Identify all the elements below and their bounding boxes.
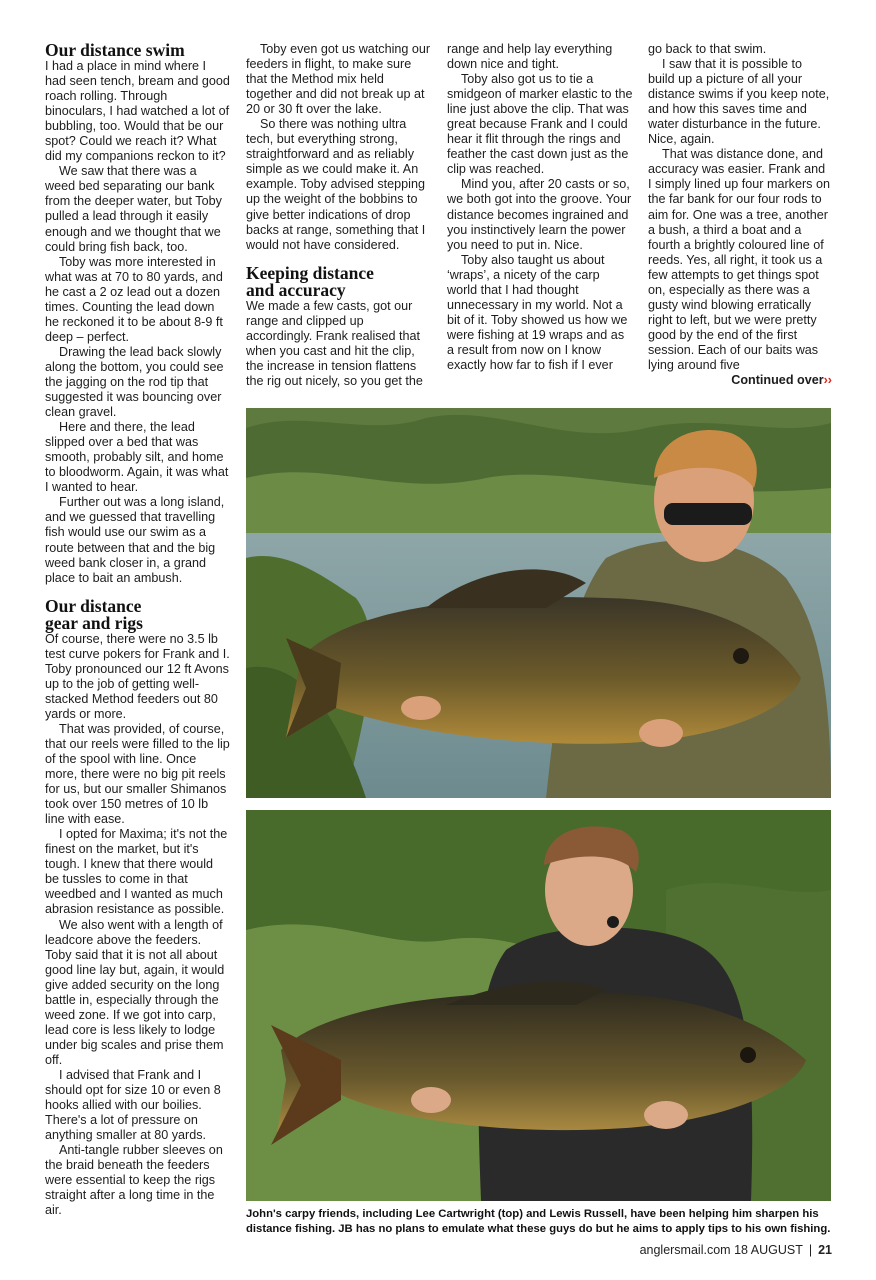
page-number: 21 (818, 1243, 832, 1257)
paragraph: I advised that Frank and I should opt for size 10 or even 8 hooks allied with our boilies. There's a lot of pressure on anything smaller at 80 yards. (45, 1068, 221, 1143)
paragraph: Toby also taught us about ‘wraps’, a nicety of the carp world that I had thought unnecessary in my world. Not a bit of it. Toby showed us how we were fishing at 19 wraps and as a result from now on I know exactly how far to fish if I ever (447, 252, 628, 372)
article-column-4 (648, 42, 832, 388)
paragraph: We also went with a length of leadcore above the feeders. Toby said that it is not all about good line lay but, again, it would give added security on the long battle in, especially through the weed zone. If we got into carp, lead core is less likely to lodge under big scales and prise them off. (45, 917, 225, 1067)
photo-illustration (246, 810, 831, 1201)
paragraph: I saw that it is possible to build up a picture of all your distance swims if you keep note, and how this saves time and water disturbance in the future. Nice, again. (648, 57, 830, 147)
paragraph: Further out was a long island, and we guessed that travelling fish would use our swim as a route between that and the big weed bank closer in, a grand place to bait an ambush. (45, 495, 225, 585)
paragraph: Toby also got us to tie a smidgeon of marker elastic to the line just above the clip. That was great because Frank and I could hear it flit through the rings and feather the cast down just as the clip was reached. (447, 72, 633, 177)
paragraph: We made a few casts, got our range and clipped up accordingly. Frank realised that when you cast and hit the clip, the increase in tension flattens the rig out nicely, so you get the (246, 298, 423, 388)
paragraph: So there was nothing ultra tech, but everything strong, straightforward and as reliably simple as we could make it. An example. Toby advised stepping up the weight of the bobbins to give better indications of drop backs at range, something that I would not have considered. (246, 117, 426, 252)
paragraph: Toby even got us watching our feeders in flight, to make sure that the Method mix held together and did not break up at 20 or 30 ft over the lake. (246, 42, 431, 117)
paragraph: Drawing the lead back slowly along the bottom, you could see the jagging on the rod tip that suggested it was bouncing over clean gravel. (45, 344, 224, 420)
photo-angler-with-carp-bottom (246, 810, 831, 1201)
paragraph: That was distance done, and accuracy was easier. Frank and I simply lined up four markers on the far bank for our four rods to aim for. One was a tree, another a bush, a third a boat and a fourth a brightly coloured line of reeds. Yes, all right, it took us a few attempts to get things spot on, especially as there was a gusty wind blowing erratically right to left, but we were pretty good by the end of the first session. Each of our baits was lying around five (648, 147, 830, 372)
paragraph: We saw that there was a weed bed separating our bank from the deeper water, but Toby pulled a lead through it easily enough and we thought that we could bring fish back, too. (45, 164, 222, 254)
section-heading-gear-and-rigs: Our distance gear and rigs (45, 595, 143, 633)
photo-illustration (246, 408, 831, 798)
page-footer (640, 1243, 832, 1257)
paragraph: Toby was more interested in what was at 70 to 80 yards, and he cast a 2 oz lead out a dozen times. Counting the lead down he reckoned it to be about 8-9 ft deep – perfect. (45, 254, 223, 344)
continued-over-label: Continued over›› (731, 373, 832, 388)
footer-date: 18 AUGUST (734, 1243, 803, 1257)
section-heading-distance-swim: Our distance swim (45, 40, 185, 60)
photo-angler-with-carp-top (246, 408, 831, 798)
paragraph: Here and there, the lead slipped over a bed that was smooth, probably silt, and home to bloodworm. Again, it was what I wanted to hear. (45, 420, 229, 495)
paragraph: range and help lay everything down nice and tight. (447, 42, 613, 72)
paragraph: That was provided, of course, that our reels were filled to the lip of the spool with line. Once more, there were no big pit reels for us, but our smaller Shimanos took over 150 metres of 10 lb line with ease. (45, 721, 230, 827)
article-column-1 (45, 42, 230, 1218)
photo-caption: John's carpy friends, including Lee Cartwright (top) and Lewis Russell, have been helping him sharpen his distance fishing. JB has no plans to emulate what these guys do but he aims to apply tips to his own fishing. (246, 1208, 831, 1235)
paragraph: I had a place in mind where I had seen tench, bream and good roach rolling. Through binoculars, I had watched a lot of bubbling, too. Would that be our spot? Could we reach it? What did my companions reckon to it? (45, 59, 230, 164)
continued-arrow-icon: ›› (823, 373, 832, 388)
article-column-2 (246, 42, 432, 389)
paragraph: Anti-tangle rubber sleeves on the braid beneath the feeders were essential to keep the rigs straight after a long time in the air. (45, 1143, 223, 1218)
paragraph: Of course, there were no 3.5 lb test curve pokers for Frank and I. Toby pronounced our 12 ft Avons up to the job of getting well-stacked Method feeders out 80 yards or more. (45, 631, 230, 721)
paragraph: go back to that swim. (648, 42, 767, 56)
footer-separator: | (808, 1243, 813, 1257)
paragraph: Mind you, after 20 casts or so, we both got into the groove. Your distance becomes ingrained and you instinctively learn the power you need to put in. Nice. (447, 177, 632, 252)
paragraph: I opted for Maxima; it's not the finest on the market, but it's tough. I knew that there would be tussles to come in that weedbed and I wanted as much abrasion resistance as possible. (45, 827, 228, 917)
article-column-3 (447, 42, 633, 373)
footer-site: anglersmail.com (639, 1243, 731, 1257)
section-heading-distance-accuracy: Keeping distance and accuracy (246, 262, 374, 300)
